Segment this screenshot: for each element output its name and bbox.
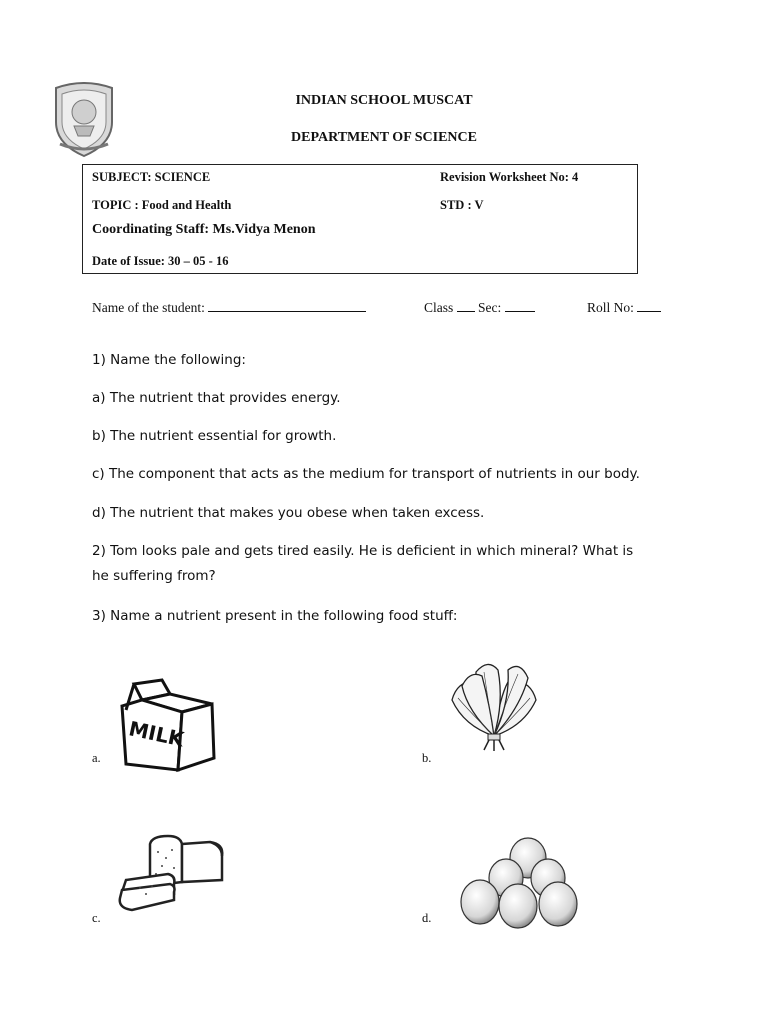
question-1: 1) Name the following: — [92, 352, 246, 368]
question-1c: c) The component that acts as the medium for transport of nutrients in our body. — [92, 466, 640, 482]
question-1b: b) The nutrient essential for growth. — [92, 428, 337, 444]
spinach-icon — [444, 656, 544, 757]
question-2 — [92, 539, 692, 589]
std-text: STD : V — [440, 198, 484, 212]
bread-icon — [112, 834, 230, 923]
student-name-label: Name of the student: — [92, 300, 205, 315]
student-name-blank[interactable] — [208, 298, 366, 312]
question-2-line-2: he suffering from? — [92, 568, 216, 584]
subject-text: SUBJECT: SCIENCE — [92, 170, 211, 184]
item-d-label: d. — [422, 911, 432, 925]
milk-carton-text: MILK — [126, 716, 187, 752]
coordinating-staff: Coordinating Staff: Ms.Vidya Menon — [92, 222, 316, 237]
class-row — [424, 298, 535, 316]
item-b-label: b. — [422, 751, 432, 765]
roll-row — [587, 298, 661, 316]
question-1a: a) The nutrient that provides energy. — [92, 390, 341, 406]
item-c-label: c. — [92, 911, 101, 925]
question-2-line-1: 2) Tom looks pale and gets tired easily. He is deficient in which mineral? What is — [92, 543, 634, 559]
milk-carton-icon — [112, 676, 222, 781]
topic-text: TOPIC : Food and Health — [92, 198, 232, 212]
roll-blank[interactable] — [637, 298, 661, 312]
class-blank[interactable] — [457, 298, 475, 312]
eggs-icon — [456, 836, 582, 935]
department-name: DEPARTMENT OF SCIENCE — [291, 130, 477, 145]
question-3: 3) Name a nutrient present in the following food stuff: — [92, 608, 458, 624]
roll-label: Roll No: — [587, 300, 634, 315]
date-of-issue: Date of Issue: 30 – 05 - 16 — [92, 254, 229, 268]
sec-label: Sec: — [478, 300, 502, 315]
question-1d: d) The nutrient that makes you obese when taken excess. — [92, 505, 485, 521]
item-a-label: a. — [92, 751, 101, 765]
sec-blank[interactable] — [505, 298, 535, 312]
class-label: Class — [424, 300, 454, 315]
worksheet-number: Revision Worksheet No: 4 — [440, 170, 579, 184]
student-name-row — [92, 298, 366, 316]
school-name: INDIAN SCHOOL MUSCAT — [295, 93, 473, 108]
